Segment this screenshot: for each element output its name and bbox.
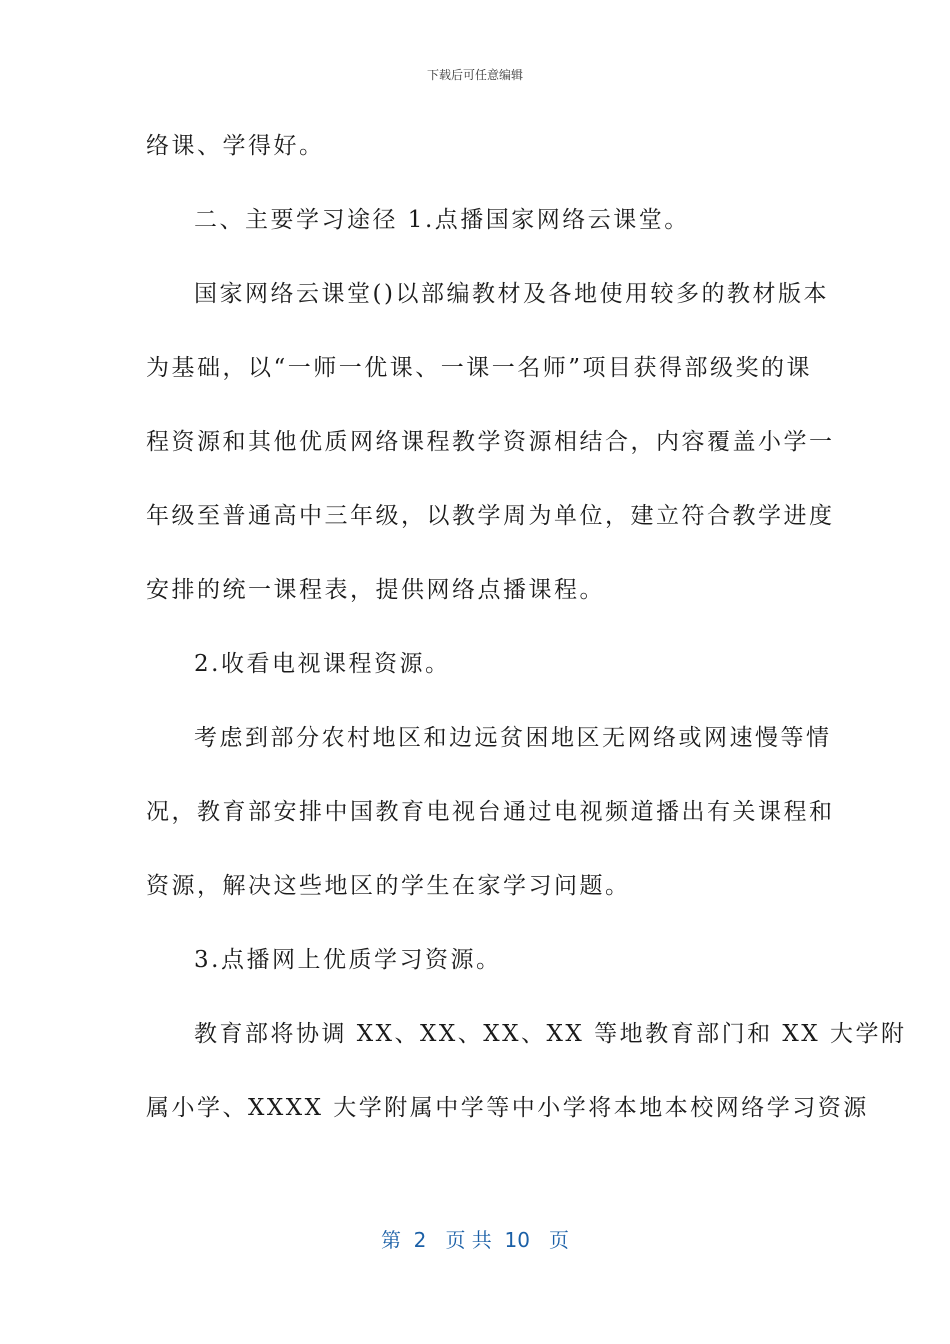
text-line: 考虑到部分农村地区和边远贫困地区无网络或网速慢等情 <box>194 725 832 751</box>
text-line: 资源，解决这些地区的学生在家学习问题。 <box>146 873 631 899</box>
text-line: 安排的统一课程表，提供网络点播课程。 <box>146 577 605 603</box>
page-number-footer: 第 2 页 共 10 页 <box>380 1228 570 1252</box>
text-line: 2.收看电视课程资源。 <box>194 651 451 677</box>
text-line: 国家网络云课堂()以部编教材及各地使用较多的教材版本 <box>194 281 829 307</box>
text-line: 络课、学得好。 <box>146 133 325 159</box>
text-line: 为基础，以“一师一优课、一课一名师”项目获得部级奖的课 <box>146 355 813 381</box>
text-line: 二、主要学习途径 1.点播国家网络云课堂。 <box>194 207 690 233</box>
text-line: 程资源和其他优质网络课程教学资源相结合，内容覆盖小学一 <box>146 429 835 455</box>
text-line: 年级至普通高中三年级，以教学周为单位，建立符合教学进度 <box>146 503 835 529</box>
header-note: 下载后可任意编辑 <box>426 68 523 82</box>
text-line: 况，教育部安排中国教育电视台通过电视频道播出有关课程和 <box>146 799 835 825</box>
text-line: 3.点播网上优质学习资源。 <box>194 947 502 973</box>
document-body <box>146 118 907 1154</box>
text-line: 教育部将协调 XX、XX、XX、XX 等地教育部门和 XX 大学附 <box>194 1021 907 1047</box>
text-line: 属小学、XXXX 大学附属中学等中小学将本地本校网络学习资源 <box>146 1095 869 1121</box>
